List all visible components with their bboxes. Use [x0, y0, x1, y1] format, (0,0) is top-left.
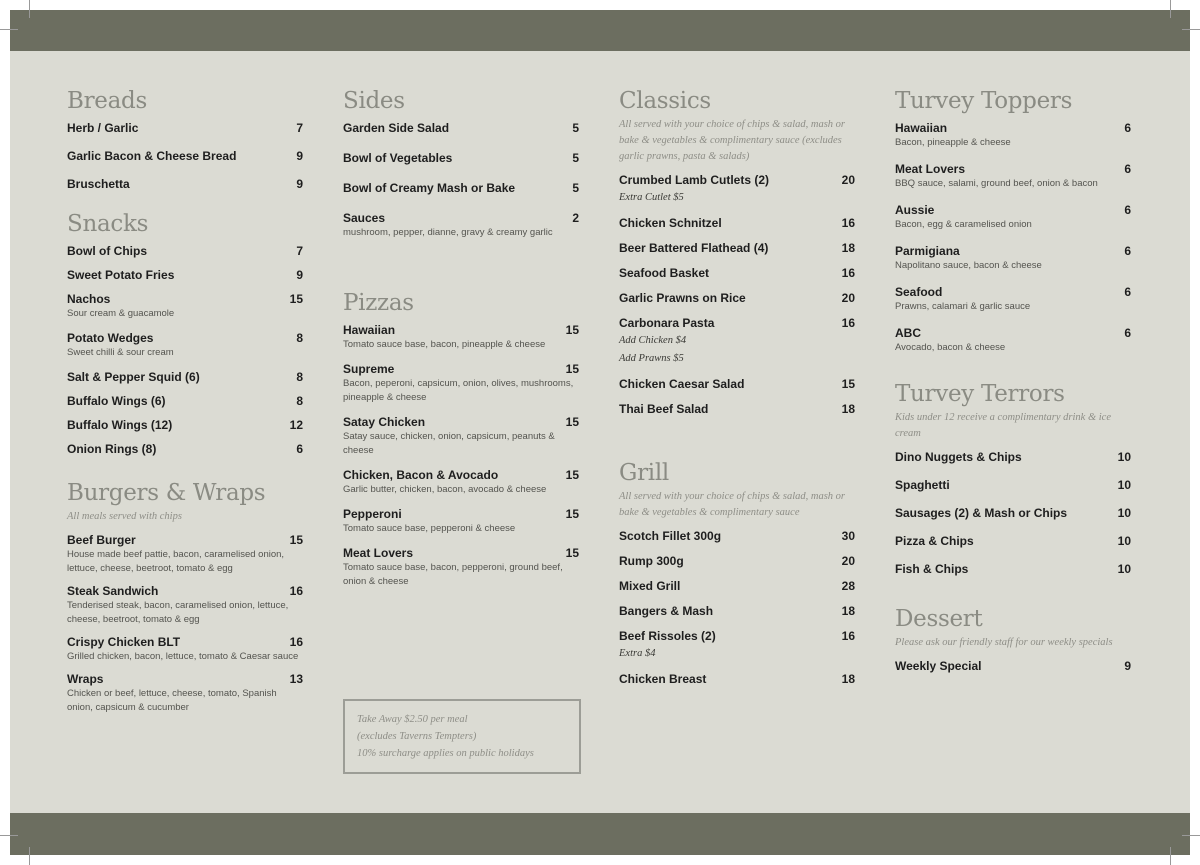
item-price: 15 [565, 415, 579, 429]
section-title: Snacks [67, 211, 149, 237]
menu-item-row [895, 285, 1131, 299]
menu-item [895, 450, 1131, 464]
item-description: Grilled chicken, bacon, lettuce, tomato & Caesar sauce [67, 651, 299, 662]
section-title: Grill [619, 460, 669, 486]
item-description: Garlic butter, chicken, bacon, avocado & cheese [343, 484, 547, 495]
menu-item-row [895, 326, 1131, 340]
item-name: Meat Lovers [343, 546, 414, 560]
menu-item [67, 418, 303, 432]
item-name: Salt & Pepper Squid (6) [67, 370, 200, 384]
item-description: Napolitano sauce, bacon & cheese [895, 260, 1042, 271]
section-note: Kids under 12 receive a complimentary drink & ice cream [895, 412, 1111, 439]
item-description: Bacon, egg & caramelised onion [895, 219, 1032, 230]
item-name: Pizza & Chips [895, 534, 974, 548]
menu-item-row [619, 241, 855, 255]
item-price: 16 [289, 584, 303, 598]
item-name: Herb / Garlic [67, 121, 139, 135]
menu-item [67, 292, 303, 321]
menu-item [619, 266, 855, 280]
item-name: Parmigiana [895, 244, 960, 258]
menu-item-row [343, 323, 579, 337]
menu-item [895, 326, 1131, 355]
item-description: Tomato sauce base, bacon, pineapple & cheese [343, 339, 546, 350]
item-name: Rump 300g [619, 554, 684, 568]
menu-item-row [67, 121, 303, 135]
item-price: 6 [1124, 326, 1131, 340]
item-price: 5 [572, 181, 579, 195]
crop-mark [1182, 29, 1200, 30]
item-price: 15 [565, 468, 579, 482]
section-terrors [895, 381, 1131, 576]
notice-line: 10% surcharge applies on public holidays [357, 748, 534, 759]
item-price: 10 [1117, 478, 1131, 492]
item-name: Chicken, Bacon & Avocado [343, 468, 499, 482]
menu-item-row [343, 546, 579, 560]
item-name: Seafood Basket [619, 266, 710, 280]
menu-item [895, 244, 1131, 273]
menu-item [343, 507, 579, 536]
menu-item-row [895, 450, 1131, 464]
item-price: 20 [841, 554, 855, 568]
item-price: 15 [565, 362, 579, 376]
menu-item [619, 579, 855, 593]
menu-item [67, 331, 303, 360]
item-description: Bacon, pineapple & cheese [895, 137, 1011, 148]
crop-mark [0, 835, 18, 836]
menu-item-row [619, 316, 855, 330]
item-name: Garlic Bacon & Cheese Bread [67, 149, 237, 163]
menu-item-row [67, 635, 303, 649]
item-price: 6 [1124, 244, 1131, 258]
menu-item-row [895, 506, 1131, 520]
top-band [10, 10, 1190, 51]
item-name: Wraps [67, 672, 104, 686]
item-list [895, 450, 1131, 576]
item-name: Bangers & Mash [619, 604, 714, 618]
section-title: Pizzas [343, 290, 414, 316]
item-description: Satay sauce, chicken, onion, capsicum, peanuts & cheese [343, 431, 555, 456]
menu-item-row [67, 244, 303, 258]
menu-item [343, 211, 579, 240]
item-price: 10 [1117, 506, 1131, 520]
item-name: Fish & Chips [895, 562, 969, 576]
item-price: 30 [841, 529, 855, 543]
menu-item [619, 529, 855, 543]
section-title: Burgers & Wraps [67, 480, 266, 506]
item-list [619, 529, 855, 686]
menu-item [895, 121, 1131, 150]
item-extra: Add Chicken $4 [619, 335, 687, 346]
item-name: Satay Chicken [343, 415, 426, 429]
menu-item-row [67, 672, 303, 686]
item-name: Crumbed Lamb Cutlets (2) [619, 173, 770, 187]
item-description: House made beef pattie, bacon, caramelised onion, lettuce, cheese, beetroot, tomato & egg [67, 549, 285, 574]
menu-item [619, 377, 855, 391]
item-list [67, 533, 303, 715]
item-name: Buffalo Wings (12) [67, 418, 173, 432]
menu-item [343, 415, 579, 458]
item-list [67, 244, 303, 456]
notice-line: (excludes Taverns Tempters) [357, 731, 477, 742]
item-price: 6 [1124, 121, 1131, 135]
item-name: Thai Beef Salad [619, 402, 709, 416]
menu-item [895, 562, 1131, 576]
menu-item [895, 534, 1131, 548]
section-title: Breads [67, 88, 147, 114]
menu-item-row [619, 604, 855, 618]
item-price: 15 [565, 323, 579, 337]
item-name: Carbonara Pasta [619, 316, 715, 330]
menu-item [895, 506, 1131, 520]
section-pizzas [343, 290, 579, 589]
item-list [67, 121, 303, 191]
menu-item [619, 291, 855, 305]
item-price: 15 [289, 533, 303, 547]
item-price: 6 [1124, 162, 1131, 176]
item-price: 8 [296, 394, 303, 408]
menu-item-row [619, 377, 855, 391]
item-price: 18 [841, 241, 855, 255]
section-note: All served with your choice of chips & salad, mash or bake & vegetables & complimentary sauce (excludes garlic prawns, pasta & salads) [619, 119, 846, 162]
menu-item [619, 604, 855, 618]
menu-item-row [895, 562, 1131, 576]
item-price: 7 [296, 244, 303, 258]
item-price: 9 [296, 149, 303, 163]
menu-item [67, 268, 303, 282]
menu-item-row [619, 291, 855, 305]
menu-item-row [343, 121, 579, 135]
crop-mark [29, 847, 30, 865]
item-name: Scotch Fillet 300g [619, 529, 722, 543]
item-price: 16 [289, 635, 303, 649]
crop-mark [1170, 847, 1171, 865]
section-snacks [67, 211, 303, 456]
crop-mark [29, 0, 30, 18]
menu-item-row [67, 331, 303, 345]
menu-item [619, 216, 855, 230]
menu-item-row [343, 151, 579, 165]
item-list [343, 121, 579, 240]
item-price: 9 [296, 177, 303, 191]
menu-item [67, 121, 303, 135]
menu-item [895, 659, 1131, 673]
menu-item-row [895, 534, 1131, 548]
section-note: All served with your choice of chips & salad, mash or bake & vegetables & complimentary sauce [619, 491, 846, 518]
menu-item [895, 478, 1131, 492]
item-list [619, 173, 855, 416]
item-price: 5 [572, 151, 579, 165]
item-description: BBQ sauce, salami, ground beef, onion & bacon [895, 178, 1098, 189]
menu-item [343, 546, 579, 589]
menu-item [895, 162, 1131, 191]
item-name: Bruschetta [67, 177, 130, 191]
item-price: 12 [289, 418, 303, 432]
item-price: 6 [1124, 285, 1131, 299]
item-name: Sauces [343, 211, 386, 225]
menu-item-row [67, 533, 303, 547]
item-name: Steak Sandwich [67, 584, 159, 598]
item-name: Chicken Caesar Salad [619, 377, 745, 391]
item-description: Chicken or beef, lettuce, cheese, tomato, Spanish onion, capsicum & cucumber [67, 688, 277, 713]
menu-item [343, 151, 579, 165]
section-burgers [67, 480, 303, 715]
item-price: 9 [296, 268, 303, 282]
section-sides [343, 88, 579, 240]
item-name: Beef Rissoles (2) [619, 629, 716, 643]
menu-item-row [67, 177, 303, 191]
section-classics [619, 88, 855, 416]
item-name: Spaghetti [895, 478, 950, 492]
item-name: Pepperoni [343, 507, 402, 521]
menu-item-row [619, 402, 855, 416]
section-title: Turvey Toppers [895, 88, 1073, 114]
menu-item [619, 173, 855, 205]
menu-item [67, 244, 303, 258]
menu-item-row [67, 268, 303, 282]
item-name: Onion Rings (8) [67, 442, 157, 456]
item-name: Supreme [343, 362, 395, 376]
item-description: Sweet chilli & sour cream [67, 347, 174, 358]
menu-item-row [895, 203, 1131, 217]
menu-item [895, 285, 1131, 314]
item-price: 2 [572, 211, 579, 225]
item-description: Avocado, bacon & cheese [895, 342, 1006, 353]
menu-column-2 [343, 88, 579, 599]
item-price: 13 [289, 672, 303, 686]
item-price: 8 [296, 331, 303, 345]
section-breads [67, 88, 303, 191]
menu-item-row [343, 507, 579, 521]
takeaway-notice [343, 699, 581, 774]
menu-item [67, 149, 303, 163]
menu-item-row [895, 121, 1131, 135]
item-name: Seafood [895, 285, 943, 299]
bottom-band [10, 813, 1190, 855]
item-description: Tenderised steak, bacon, caramelised onion, lettuce, cheese, beetroot, tomato & egg [67, 600, 289, 625]
menu-item-row [619, 266, 855, 280]
item-name: Weekly Special [895, 659, 982, 673]
item-name: Hawaiian [343, 323, 396, 337]
item-list [895, 121, 1131, 355]
menu-item-row [67, 418, 303, 432]
crop-mark [1182, 835, 1200, 836]
menu-item [67, 442, 303, 456]
menu-item-row [619, 529, 855, 543]
item-price: 7 [296, 121, 303, 135]
menu-item-row [619, 629, 855, 643]
menu-item [619, 402, 855, 416]
item-price: 16 [841, 216, 855, 230]
item-price: 28 [841, 579, 855, 593]
item-name: Nachos [67, 292, 111, 306]
item-name: Sausages (2) & Mash or Chips [895, 506, 1068, 520]
crop-mark [1170, 0, 1171, 18]
item-price: 8 [296, 370, 303, 384]
menu-column-1 [67, 88, 303, 723]
item-price: 18 [841, 604, 855, 618]
menu-item [67, 394, 303, 408]
item-extra: Add Prawns $5 [619, 353, 684, 364]
menu-item-row [67, 442, 303, 456]
menu-item-row [343, 362, 579, 376]
item-description: Tomato sauce base, pepperoni & cheese [343, 523, 516, 534]
menu-item [343, 362, 579, 405]
menu-item-row [895, 478, 1131, 492]
menu-item-row [895, 162, 1131, 176]
item-name: Garlic Prawns on Rice [619, 291, 746, 305]
section-note: Please ask our friendly staff for our weekly specials [895, 637, 1113, 648]
menu-item-row [619, 579, 855, 593]
item-price: 18 [841, 672, 855, 686]
item-description: Sour cream & guacamole [67, 308, 175, 319]
menu-item [619, 629, 855, 661]
menu-item [619, 672, 855, 686]
menu-column-3 [619, 88, 855, 697]
item-price: 10 [1117, 562, 1131, 576]
menu-item [67, 672, 303, 715]
item-name: Mixed Grill [619, 579, 681, 593]
menu-column-4 [895, 88, 1131, 683]
item-price: 15 [841, 377, 855, 391]
item-list [343, 323, 579, 589]
menu-item [67, 584, 303, 627]
item-price: 10 [1117, 450, 1131, 464]
menu-item-row [619, 554, 855, 568]
item-price: 9 [1124, 659, 1131, 673]
item-name: Chicken Breast [619, 672, 707, 686]
notice-line: Take Away $2.50 per meal [357, 714, 468, 725]
section-dessert [895, 606, 1131, 673]
crop-mark [0, 29, 18, 30]
section-grill [619, 460, 855, 686]
menu-item-row [343, 211, 579, 225]
item-name: Bowl of Chips [67, 244, 147, 258]
section-title: Sides [343, 88, 405, 114]
item-price: 18 [841, 402, 855, 416]
section-title: Turvey Terrors [895, 381, 1065, 407]
item-name: Bowl of Creamy Mash or Bake [343, 181, 516, 195]
menu-item [619, 316, 855, 366]
item-price: 5 [572, 121, 579, 135]
item-name: Beer Battered Flathead (4) [619, 241, 769, 255]
item-name: Sweet Potato Fries [67, 268, 175, 282]
item-name: Meat Lovers [895, 162, 966, 176]
item-price: 16 [841, 316, 855, 330]
item-description: Bacon, peperoni, capsicum, onion, olives, mushrooms, pineapple & cheese [343, 378, 574, 403]
menu-item [343, 181, 579, 195]
item-extra: Extra Cutlet $5 [619, 192, 684, 203]
menu-item [895, 203, 1131, 232]
menu-item-row [619, 173, 855, 187]
menu-item [619, 241, 855, 255]
item-price: 20 [841, 173, 855, 187]
menu-item [343, 323, 579, 352]
item-name: Buffalo Wings (6) [67, 394, 166, 408]
item-name: Aussie [895, 203, 935, 217]
menu-item-row [343, 415, 579, 429]
menu-item [67, 370, 303, 384]
item-price: 20 [841, 291, 855, 305]
item-extra: Extra $4 [619, 648, 656, 659]
item-name: Potato Wedges [67, 331, 154, 345]
menu-item [619, 554, 855, 568]
item-name: Beef Burger [67, 533, 136, 547]
item-price: 10 [1117, 534, 1131, 548]
item-name: Chicken Schnitzel [619, 216, 722, 230]
item-name: Crispy Chicken BLT [67, 635, 181, 649]
menu-item [67, 177, 303, 191]
menu-item-row [67, 149, 303, 163]
item-price: 6 [1124, 203, 1131, 217]
menu-item-row [343, 181, 579, 195]
item-price: 15 [565, 546, 579, 560]
section-toppers [895, 88, 1131, 355]
item-name: Hawaiian [895, 121, 948, 135]
item-name: ABC [895, 326, 921, 340]
item-name: Garden Side Salad [343, 121, 450, 135]
menu-item-row [67, 370, 303, 384]
item-list [895, 659, 1131, 673]
section-title: Dessert [895, 606, 983, 632]
menu-item [343, 468, 579, 497]
menu-item-row [67, 584, 303, 598]
menu-item [343, 121, 579, 135]
item-description: Prawns, calamari & garlic sauce [895, 301, 1031, 312]
item-price: 15 [289, 292, 303, 306]
item-price: 6 [296, 442, 303, 456]
item-price: 16 [841, 629, 855, 643]
item-price: 15 [565, 507, 579, 521]
menu-item-row [343, 468, 579, 482]
menu-item [67, 635, 303, 664]
section-title: Classics [619, 88, 711, 114]
item-name: Dino Nuggets & Chips [895, 450, 1022, 464]
menu-item-row [67, 292, 303, 306]
item-price: 16 [841, 266, 855, 280]
menu-item-row [67, 394, 303, 408]
menu-item-row [895, 659, 1131, 673]
item-description: Tomato sauce base, bacon, pepperoni, ground beef, onion & cheese [343, 562, 563, 587]
item-name: Bowl of Vegetables [343, 151, 453, 165]
menu-item [67, 533, 303, 576]
item-description: mushroom, pepper, dianne, gravy & creamy garlic [343, 227, 553, 238]
section-note: All meals served with chips [67, 511, 182, 522]
menu-item-row [619, 672, 855, 686]
menu-item-row [895, 244, 1131, 258]
menu-item-row [619, 216, 855, 230]
